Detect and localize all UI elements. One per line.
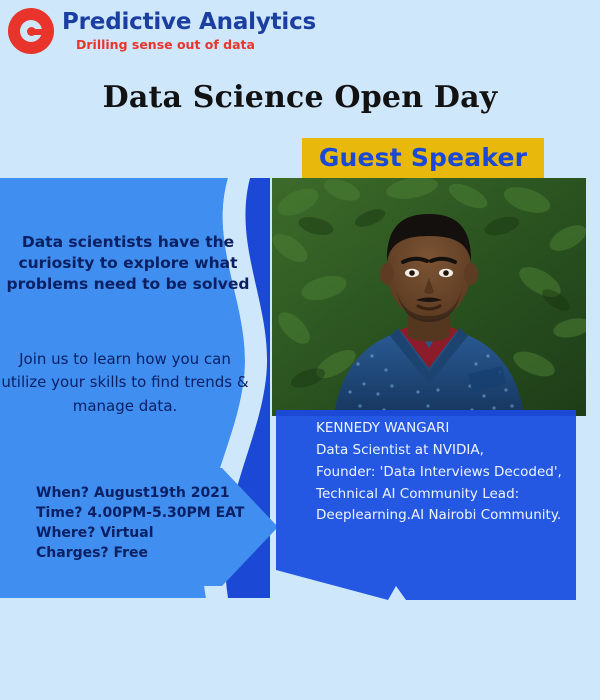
detail-line-time: Time? 4.00PM-5.30PM EAT (36, 504, 245, 521)
speaker-line-role: Data Scientist at NVIDIA, (316, 441, 484, 458)
detail-line-charges: Charges? Free (36, 544, 148, 561)
speaker-name: KENNEDY WANGARI (316, 420, 450, 436)
speaker-photo (272, 178, 586, 416)
brand-header (8, 8, 316, 54)
speaker-details-text (316, 418, 578, 527)
speaker-line-founder: Founder: 'Data Interviews Decoded', (316, 463, 562, 480)
left-subtext: Join us to learn how you can utilize your skills to find trends & manage data. (1, 350, 249, 415)
brand-text-block (62, 8, 317, 52)
guest-speaker-label: Guest Speaker (318, 143, 528, 172)
event-details-text (36, 484, 256, 564)
speaker-line-community: Deeplearning.AI Nairobi Community. (316, 507, 562, 524)
left-quote-text: Data scientists have the curiosity to explore what problems need to be solved (6, 233, 250, 293)
brand-tagline: Drilling sense out of data (76, 36, 255, 52)
detail-line-where: Where? Virtual (36, 524, 154, 541)
speaker-photo-illustration (272, 178, 586, 416)
company-logo-icon (8, 8, 54, 54)
speaker-line-lead: Technical AI Community Lead: (316, 485, 520, 502)
detail-line-when: When? August19th 2021 (36, 485, 230, 501)
brand-name: Predictive Analytics (62, 8, 317, 35)
page-title: Data Science Open Day (102, 80, 498, 115)
